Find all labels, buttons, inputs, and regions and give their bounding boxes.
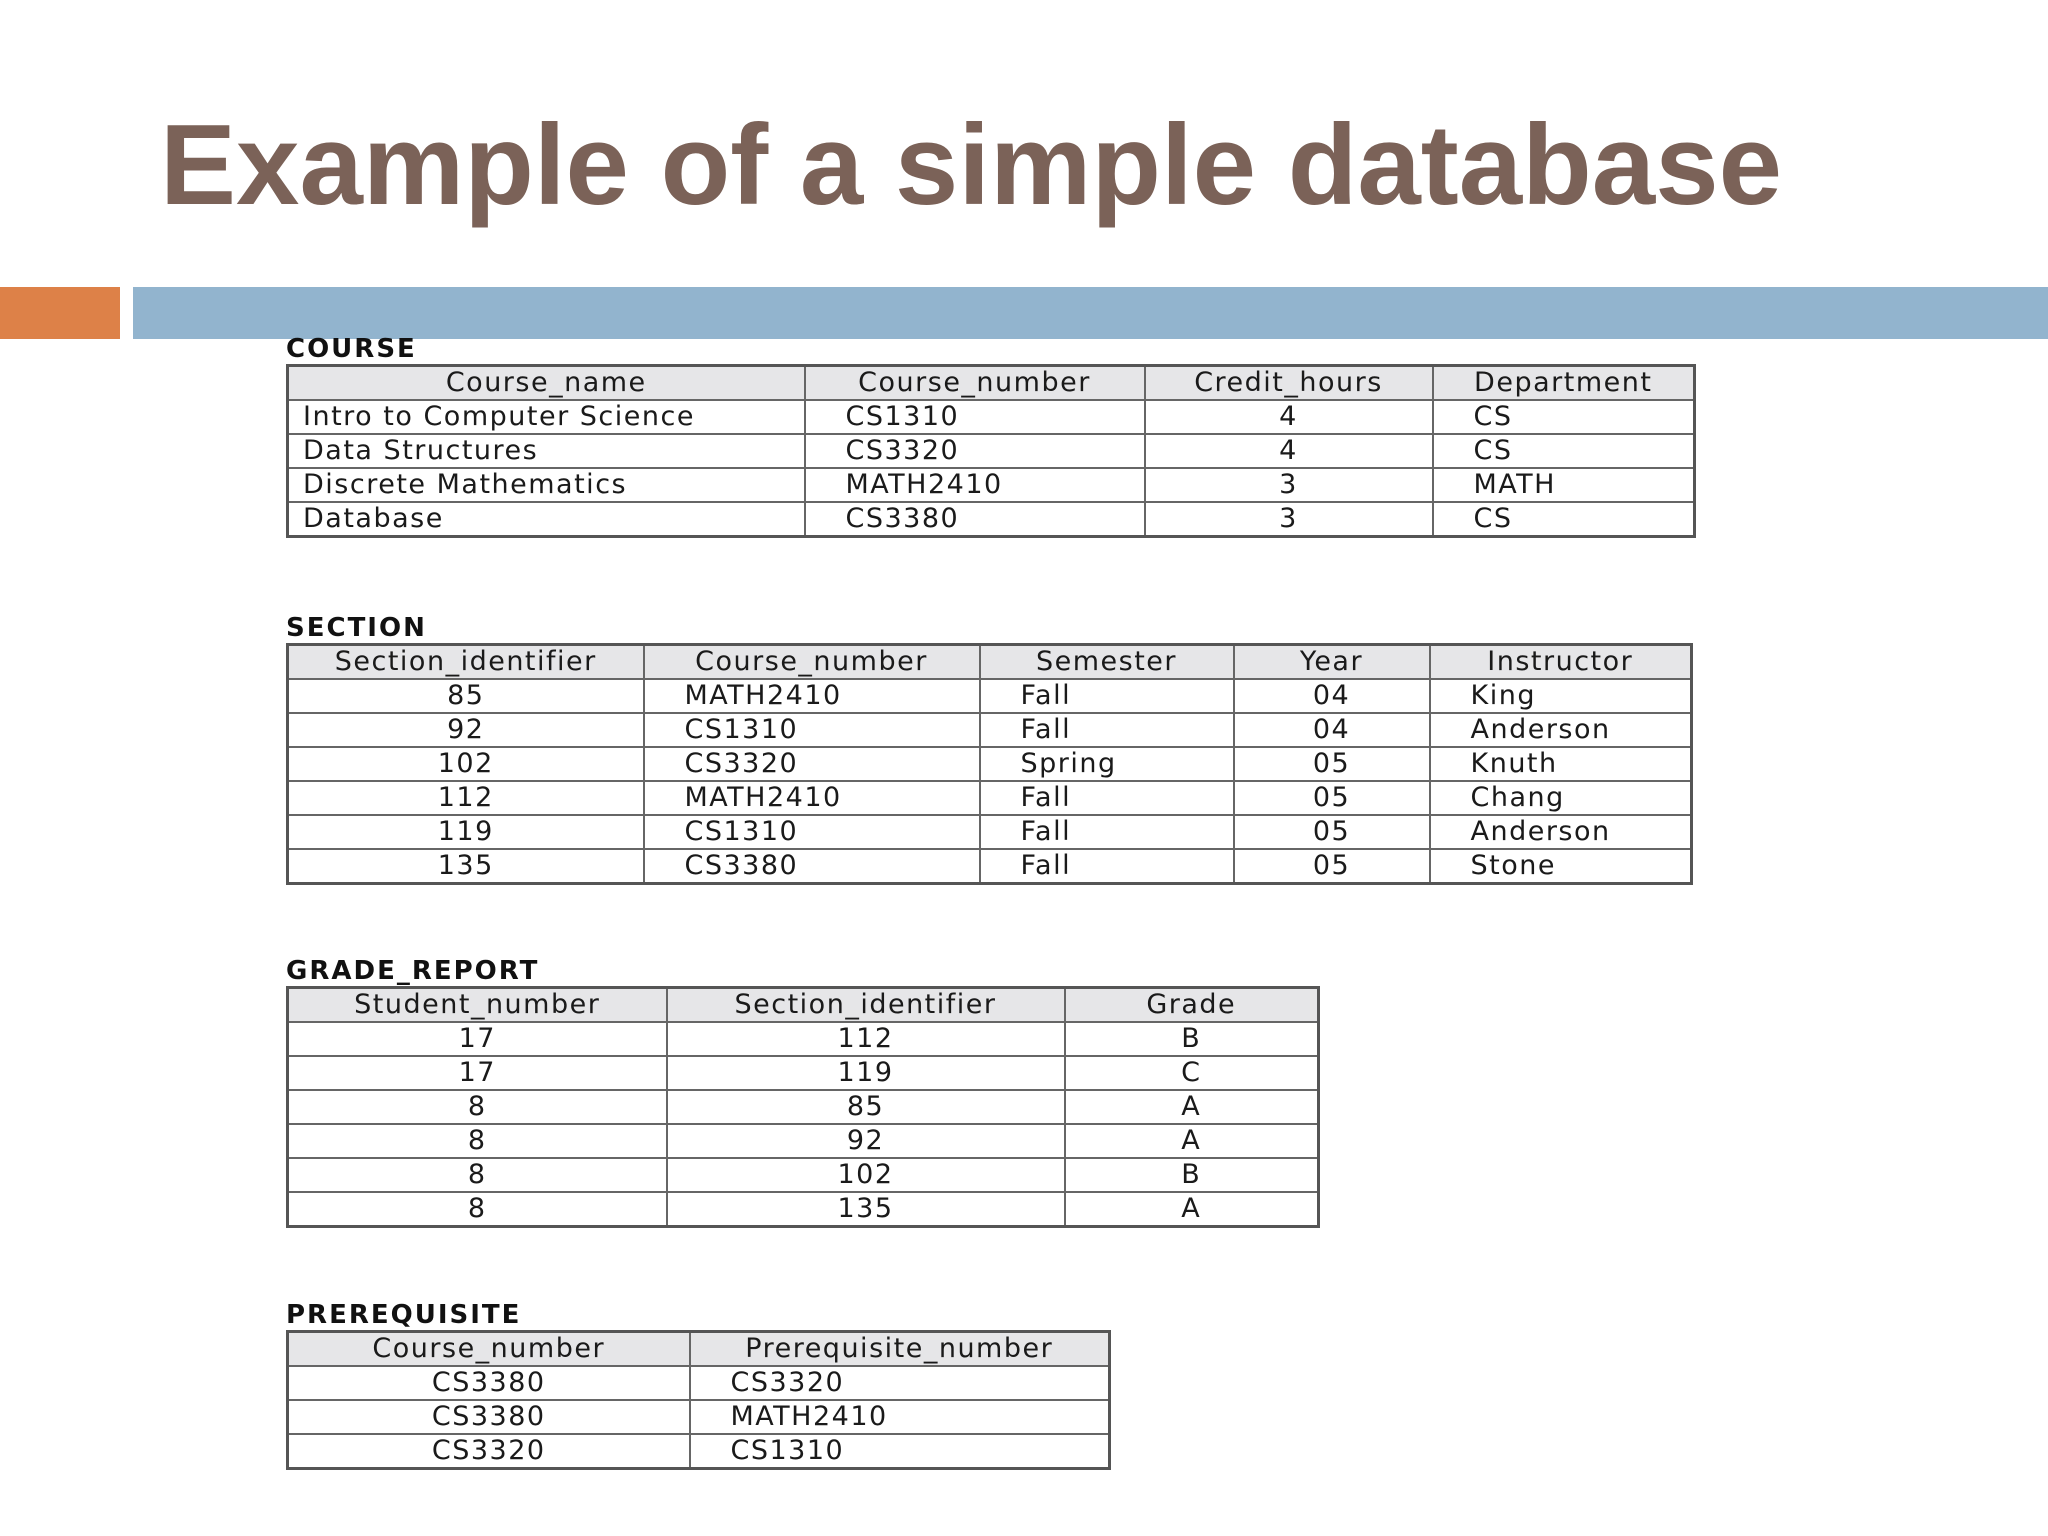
grade-report-table-block	[286, 956, 1320, 1228]
table-cell: A	[1065, 1124, 1319, 1158]
table-cell: 102	[288, 747, 644, 781]
table-cell: 04	[1234, 679, 1430, 713]
table-cell: 92	[667, 1124, 1065, 1158]
table-row	[288, 849, 1692, 884]
table-cell: 85	[288, 679, 644, 713]
table-row	[288, 781, 1692, 815]
table-cell: Fall	[980, 679, 1234, 713]
table-row	[288, 400, 1695, 434]
table-cell: 04	[1234, 713, 1430, 747]
table-cell: 05	[1234, 815, 1430, 849]
table-cell: 119	[288, 815, 644, 849]
column-header: Course_number	[805, 366, 1145, 401]
column-header: Course_number	[288, 1332, 690, 1367]
table-cell: 05	[1234, 849, 1430, 884]
table-cell: CS3320	[644, 747, 980, 781]
table-cell: MATH2410	[805, 468, 1145, 502]
table-cell: 112	[667, 1022, 1065, 1056]
column-header: Instructor	[1430, 645, 1692, 680]
table-title-grade-report: GRADE_REPORT	[286, 956, 540, 986]
table-cell: 4	[1145, 434, 1433, 468]
table-cell: CS3380	[805, 502, 1145, 537]
section-table-block	[286, 613, 1693, 885]
table-cell: A	[1065, 1192, 1319, 1227]
table-row	[288, 1022, 1319, 1056]
table-cell: MATH2410	[644, 679, 980, 713]
table-header-row	[288, 645, 1692, 680]
column-header: Course_name	[288, 366, 805, 401]
table-row	[288, 1400, 1110, 1434]
table-cell: 17	[288, 1022, 667, 1056]
table-cell: 102	[667, 1158, 1065, 1192]
table-cell: Anderson	[1430, 815, 1692, 849]
table-cell: Fall	[980, 815, 1234, 849]
table-cell: 8	[288, 1192, 667, 1227]
table-cell: 17	[288, 1056, 667, 1090]
table-cell: B	[1065, 1158, 1319, 1192]
table-title-course: COURSE	[286, 334, 417, 364]
table-row	[288, 1434, 1110, 1469]
column-header: Section_identifier	[667, 988, 1065, 1023]
column-header: Year	[1234, 645, 1430, 680]
table-cell: B	[1065, 1022, 1319, 1056]
table-cell: 112	[288, 781, 644, 815]
column-header: Department	[1433, 366, 1695, 401]
table-cell: CS	[1433, 400, 1695, 434]
table-row	[288, 468, 1695, 502]
table-cell: CS	[1433, 502, 1695, 537]
table-row	[288, 815, 1692, 849]
table-cell: CS3380	[288, 1400, 690, 1434]
prerequisite-table-block	[286, 1300, 1111, 1470]
table-header-row	[288, 988, 1319, 1023]
column-header: Section_identifier	[288, 645, 644, 680]
table-cell: Spring	[980, 747, 1234, 781]
table-cell: 135	[667, 1192, 1065, 1227]
table-cell: CS3320	[805, 434, 1145, 468]
table-row	[288, 1158, 1319, 1192]
table-cell: Data Structures	[288, 434, 805, 468]
table-cell: A	[1065, 1090, 1319, 1124]
table-cell: CS3320	[288, 1434, 690, 1469]
table-cell: Fall	[980, 713, 1234, 747]
table-cell: CS3320	[690, 1366, 1110, 1400]
table-cell: Fall	[980, 849, 1234, 884]
table-cell: 3	[1145, 502, 1433, 537]
table-cell: CS	[1433, 434, 1695, 468]
course-table	[286, 364, 1696, 538]
table-row	[288, 679, 1692, 713]
prerequisite-table	[286, 1330, 1111, 1470]
column-header: Course_number	[644, 645, 980, 680]
table-cell: 05	[1234, 747, 1430, 781]
table-cell: Fall	[980, 781, 1234, 815]
column-header: Credit_hours	[1145, 366, 1433, 401]
accent-bar-orange	[0, 287, 120, 339]
column-header: Semester	[980, 645, 1234, 680]
table-row	[288, 434, 1695, 468]
table-cell: 8	[288, 1090, 667, 1124]
column-header: Grade	[1065, 988, 1319, 1023]
table-cell: Stone	[1430, 849, 1692, 884]
grade-report-table	[286, 986, 1320, 1228]
column-header: Student_number	[288, 988, 667, 1023]
table-cell: CS1310	[805, 400, 1145, 434]
table-title-section: SECTION	[286, 613, 427, 643]
table-cell: CS1310	[644, 815, 980, 849]
section-table	[286, 643, 1693, 885]
accent-bar-blue	[133, 287, 2048, 339]
table-cell: 05	[1234, 781, 1430, 815]
table-cell: Chang	[1430, 781, 1692, 815]
table-cell: Database	[288, 502, 805, 537]
table-cell: Intro to Computer Science	[288, 400, 805, 434]
table-cell: CS1310	[644, 713, 980, 747]
table-cell: 135	[288, 849, 644, 884]
table-cell: 4	[1145, 400, 1433, 434]
table-cell: MATH2410	[690, 1400, 1110, 1434]
table-cell: King	[1430, 679, 1692, 713]
table-cell: CS3380	[644, 849, 980, 884]
table-row	[288, 1090, 1319, 1124]
table-cell: Anderson	[1430, 713, 1692, 747]
column-header: Prerequisite_number	[690, 1332, 1110, 1367]
table-row	[288, 713, 1692, 747]
course-table-block	[286, 334, 1696, 538]
table-cell: MATH	[1433, 468, 1695, 502]
table-cell: CS3380	[288, 1366, 690, 1400]
table-row	[288, 747, 1692, 781]
table-cell: 85	[667, 1090, 1065, 1124]
table-row	[288, 1124, 1319, 1158]
table-cell: 119	[667, 1056, 1065, 1090]
table-row	[288, 1192, 1319, 1227]
table-header-row	[288, 366, 1695, 401]
table-row	[288, 1056, 1319, 1090]
table-cell: 3	[1145, 468, 1433, 502]
table-title-prerequisite: PREREQUISITE	[286, 1300, 522, 1330]
table-cell: C	[1065, 1056, 1319, 1090]
slide-title: Example of a simple database	[160, 102, 1782, 229]
table-cell: 8	[288, 1124, 667, 1158]
table-cell: 8	[288, 1158, 667, 1192]
table-cell: MATH2410	[644, 781, 980, 815]
table-header-row	[288, 1332, 1110, 1367]
table-cell: 92	[288, 713, 644, 747]
table-row	[288, 1366, 1110, 1400]
table-cell: Discrete Mathematics	[288, 468, 805, 502]
table-cell: Knuth	[1430, 747, 1692, 781]
table-cell: CS1310	[690, 1434, 1110, 1469]
table-row	[288, 502, 1695, 537]
